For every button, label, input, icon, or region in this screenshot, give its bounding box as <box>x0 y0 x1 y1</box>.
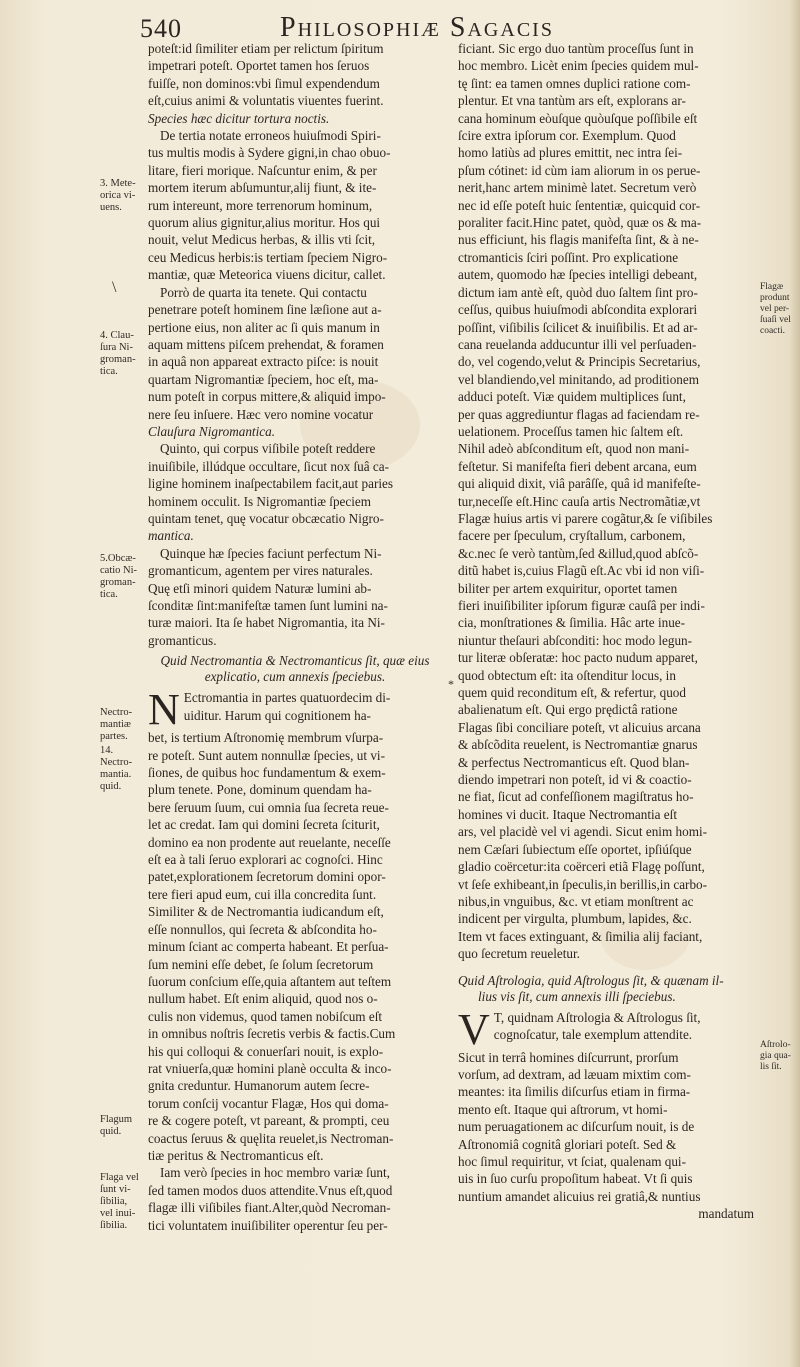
text-line: poteſt:id ſimiliter etiam per relictum ſpiritum <box>148 41 384 56</box>
text-line: mento eſt. Itaque qui aſtrorum, vt homi- <box>458 1101 668 1117</box>
text-line: ligine hominem inaſpectabilem facit,aut paries <box>148 476 393 492</box>
text-line: Porrò de quarta ita tenete. Qui contactu <box>160 284 367 300</box>
text-line: minum ſciant ac comperta habeant. Et perſua- <box>148 939 389 955</box>
note-line: ſibilia. <box>100 1220 128 1231</box>
text-line: pertione eius, non aliter ac ſi quis manum in <box>148 319 380 335</box>
page-number: 540 <box>140 14 182 43</box>
text-line: gromanticum, agentem per vires naturales. <box>148 563 373 579</box>
section-heading-astrologia <box>458 973 756 1005</box>
text-line: autem, quomodo hæ ſpecies intelligi debeant, <box>458 267 698 283</box>
note-line: ſunt vi- <box>100 1184 131 1195</box>
text-line: eſt ea à tali ſeruo explorari ac cognoſci. Hinc <box>148 852 383 868</box>
margin-note-flaga-vel <box>100 1172 139 1232</box>
margin-note-clausura <box>100 330 136 378</box>
text-line: plentur. Et vna tantùm ars eſt, explorans ar- <box>458 93 686 109</box>
text-line: gnita creduntur. Humanorum autem ſecre- <box>148 1078 370 1094</box>
left-para-5 <box>148 545 442 649</box>
page-edge <box>790 0 800 1367</box>
note-line: mantiæ <box>100 719 131 730</box>
text-line: bere ſeruum ſuum, cui omnia ſua ſecreta reue- <box>148 799 389 815</box>
text-line: tę ſint: ea tamen omnes duplici ratione com- <box>458 75 691 91</box>
note-line: coacti. <box>760 326 786 336</box>
text-line: turæ maiori. Ita ſe habet Nigromantia, ita Ni- <box>148 615 385 631</box>
text-line: tici voluntatem inuiſibiliter operentur ſeu per- <box>148 1217 388 1233</box>
text-line: eſt,cuius animi & voluntatis viuentes fuerint. <box>148 93 384 109</box>
text-line: Nihil adeò abſconditum eſt, quod non mani- <box>458 441 690 457</box>
text-line: rum intereunt, more terrenorum hominum, <box>148 197 373 213</box>
text-line: ars, vel placidè vel vi agendi. Sicut enim homi- <box>458 824 708 840</box>
note-line: ſuaſi vel <box>760 315 791 325</box>
text-line: quorum alius gignitur,alius moritur. Hos qui <box>148 215 381 231</box>
text-line: domino ea non prodente aut reuelante, neceſſe <box>148 834 391 850</box>
note-line: quid. <box>100 1126 122 1137</box>
text-line: Flagæ huius artis vi parere cogãtur,& ſe viſibiles <box>458 510 713 526</box>
note-line: Flaga vel <box>100 1172 139 1183</box>
text-line: &c.nec ſe verò tantùm,ſed &illud,quod abſcõ- <box>458 545 699 561</box>
text-line: tere fieri apud eum, cui illa concredita ſunt. <box>148 886 377 902</box>
text-line: qui aliquid dixit, viâ parâſſe, quâ id manifeſte- <box>458 476 701 492</box>
text-line: litare, fieri morique. Naſcuntur enim, & per <box>148 162 377 178</box>
text-line: nibus,in vnguibus, &c. vt etiam monſtrent ac <box>458 893 694 909</box>
note-line: partes. <box>100 731 128 742</box>
text-line: ditũ habet is,cuius Flagũ eſt.Ac vbi id non viſi- <box>458 563 705 579</box>
text-line: Aſtronomiâ cognitâ gloriari poteſt. Sed & <box>458 1136 677 1152</box>
note-line: orica vi- <box>100 190 136 201</box>
text-line: torum conſcij vocantur Flagæ, Hos qui doma- <box>148 1095 389 1111</box>
text-line: meantes: ita ſimilis diſcurſus etiam in firma- <box>458 1084 691 1100</box>
note-line: catio Ni- <box>100 565 138 576</box>
text-line: mantiæ, quæ Meteorica viuens dicitur, callet. <box>148 267 386 283</box>
text-line: poſſint, viſibilis ſcilicet & inuiſibilis. Et ad ar- <box>458 319 698 335</box>
text-line: hoc ſimul requiritur, vt ſciat, qualenam qui- <box>458 1153 686 1169</box>
text-line: cana hominum eòuſque quòuſque poſſibile eſt <box>458 110 698 126</box>
text-line: uis in ſuo curſu propoſitum habeat. Vt ſi quis <box>458 1171 693 1187</box>
text-line: ceu Medicus herbis:is tertiam ſpeciem Nigro- <box>148 249 388 265</box>
text-line: penetrare poteſt hominem ſine læſione aut a- <box>148 302 382 318</box>
text-line: vel blandiendo,vel minitando, ad proditionem <box>458 371 699 387</box>
note-line: groman- <box>100 354 136 365</box>
text-line: nuntium amandet alicuius rei gratiâ,& nuntius <box>458 1188 701 1204</box>
text-line: ſed tamen modos duos attendite.Vnus eſt,quod <box>148 1182 393 1198</box>
text-line: ſconditæ ſint:manifeſtæ tamen ſunt lumini na- <box>148 598 388 613</box>
margin-note-flagum <box>100 1114 132 1138</box>
note-line: Flagæ <box>760 282 784 292</box>
text-line: flagæ illi viſibiles fiant.Alter,quòd Necroman- <box>148 1200 391 1216</box>
text-line: facere per ſpeculum, cryſtallum, carbonem, <box>458 528 686 544</box>
note-line: 14. <box>100 745 114 756</box>
note-line: ſibilia, <box>100 1196 128 1207</box>
text-line: bet, is tertium Aſtronomię membrum vſurpa- <box>148 730 384 746</box>
text-line: nouit, velut Medicus herbas, & illis vti ſcit, <box>148 232 376 248</box>
drop-cap: V <box>458 1004 490 1054</box>
note-line: Flagum <box>100 1114 133 1125</box>
text-line: poraliter facit.Hinc patet, quòd, quæ os & ma- <box>458 215 702 231</box>
text-line: fuiſſe, non dominos:vbi ſimul expendendum <box>148 75 380 91</box>
text-line: aquam mittens piſcem prehendat, & foramen <box>148 336 384 352</box>
margin-mark: \ <box>112 279 117 296</box>
text-line: ſcire extra ipſorum cor. Exemplum. Quod <box>458 128 676 144</box>
note-line: uens. <box>100 202 122 213</box>
text-line: homo latiùs ad plures emittit, nec intra ſei- <box>458 145 683 161</box>
text-line: ctromanticis ſciri poſſint. Pro explicatione <box>458 249 679 265</box>
text-line: nus efficiunt, his flagis manifeſta ſint, & à ne- <box>458 232 699 248</box>
text-line: num peruagationem ac diſcurſum nouit, is de <box>458 1119 695 1135</box>
left-para-2 <box>148 127 442 284</box>
note-line: vel inui- <box>100 1208 136 1219</box>
text-line: & perfectus Nectromanticus eſt. Quod blan- <box>458 754 690 770</box>
text-line: ſiones, de quibus hoc fundamentum & exem- <box>148 765 386 781</box>
text-line: tus multis modis à Sydere gigni,in chao obuo- <box>148 145 391 161</box>
text-line: patet,explorationem ſecretorum domini opor- <box>148 869 386 885</box>
text-line: impetrari poteſt. Oportet tamen hos ſeruos <box>148 58 370 74</box>
text-line: Species hæc dicitur tortura noctis. <box>148 110 330 126</box>
heading-line: Quid Aſtrologia, quid Aſtrologus ſit, & quænam il- <box>458 972 724 988</box>
text-line: Quinque hæ ſpecies faciunt perfectum Ni- <box>160 545 382 561</box>
text-line: feſtetur. Si manifeſta fieri debent arcana, eum <box>458 458 697 474</box>
text-line: per quas aggrediuntur flagas ad faciendam re- <box>458 406 700 422</box>
left-para-3 <box>148 284 442 441</box>
text-line: & abſcõdita reuelent, is Nectromantiæ gnarus <box>458 737 698 753</box>
margin-note-partes <box>100 707 132 743</box>
text-line: fieri inuiſibiliter ipſorum figuræ cauſâ per indi- <box>458 598 705 613</box>
text-line: niuntur theſauri abſconditi: hoc modo legun- <box>458 632 693 648</box>
text-line: homines vi ducit. Itaque Nectromantia eſt <box>458 806 677 822</box>
text-line: Sicut in terrâ homines diſcurrunt, prorſum <box>458 1049 679 1065</box>
text-line: tur,neceſſe eſt.Hinc cauſa artis Nectromãtiæ,vt <box>458 493 701 509</box>
margin-note-astrologia <box>760 1040 791 1073</box>
text-line: ſuorum conſcium eſſe,quia aſtantem aut teſtem <box>148 973 392 989</box>
text-line: hoc membro. Licèt enim ſpecies quidem mul- <box>458 58 699 74</box>
text-line: cia, monſtrationes & ſimilia. Hâc arte inue- <box>458 615 686 631</box>
text-line: uelationem. Proceſſus tamen hic ſaltem eſt. <box>458 423 684 439</box>
right-column <box>458 40 756 1223</box>
left-para-7 <box>148 1164 442 1234</box>
note-line: 3. Mete- <box>100 178 136 189</box>
text-line: plum tenete. Pone, dominum quendam ha- <box>148 782 372 798</box>
text-line: do, vel cogendo,velut & Principis Secretarius, <box>458 354 701 370</box>
heading-line: lius vis ſit, cum annexis illi ſpeciebus. <box>478 988 676 1004</box>
note-line: gia qua- <box>760 1051 791 1061</box>
spacer <box>458 963 756 969</box>
text-line: his qui colloqui & conuerſari nouit, is explo- <box>148 1043 384 1059</box>
text-line: quem quid reconditum eſt, & refertur, quod <box>458 685 686 701</box>
text-line: cana reuelanda adducuntur illi vel perſuaden- <box>458 336 697 352</box>
left-column <box>148 40 442 1234</box>
running-title: Philosophiæ Sagacis <box>280 12 554 43</box>
text-line: De tertia notate erroneos huiuſmodi Spiri- <box>160 128 381 144</box>
text-line: uiditur. Harum qui cognitionem ha- <box>183 707 371 723</box>
text-line: Iam verò ſpecies in hoc membro variæ ſunt, <box>160 1165 390 1181</box>
text-line: T, quidnam Aſtrologia & Aſtrologus ſit, <box>493 1009 701 1025</box>
text-line: pſum cótinet: id cùm iam aliorum in os perue- <box>458 162 701 178</box>
text-line: biliter per artem exquiritur, oportet tamen <box>458 580 678 596</box>
text-line: mortem iterum abſumuntur,alij fiunt, & ite- <box>148 180 377 196</box>
text-line: tur literæ obſeratæ: hoc pacto nudum apparet, <box>458 650 698 666</box>
text-line: nec id eſſe poteſt huic ſententiæ, quicquid cor- <box>458 197 701 213</box>
text-line: ceſſus, quibus huiuſmodi abſcondita explorari <box>458 302 698 318</box>
note-line: produnt <box>760 293 790 303</box>
note-line: 4. Clau- <box>100 330 134 341</box>
text-line: hominem occulit. Is Nigromantiæ ſpeciem <box>148 493 372 509</box>
text-line: in aquâ non appareat extracto piſce: is nouit <box>148 354 379 370</box>
text-line: quo ſecretum reueletur. <box>458 946 580 962</box>
note-line: lis ſit. <box>760 1062 782 1072</box>
text-line: indicent per virgulta, plumbum, lapides, &c. <box>458 911 692 927</box>
text-line: in omnibus noſtris ſecretis verbis & factis.Cum <box>148 1026 396 1042</box>
text-line: quod obtectum eſt: ita oſtenditur locus, in <box>458 667 676 683</box>
right-para-1 <box>458 40 756 963</box>
right-para-2 <box>458 1004 756 1223</box>
margin-note-flagae-produnt <box>760 282 791 337</box>
note-line: mantia. <box>100 769 132 780</box>
note-line: 5.Obcæ- <box>100 553 136 564</box>
margin-note-obcaecatio <box>100 553 137 601</box>
text-line: re & cogere poteſt, vt pareant, & prompti, ceu <box>148 1113 390 1129</box>
note-line: groman- <box>100 577 136 588</box>
note-line: Aſtrolo- <box>760 1040 791 1050</box>
margin-note-meteorica <box>100 178 136 214</box>
note-line: Nectro- <box>100 757 133 768</box>
text-line: quartam Nigromantiæ ſpeciem, hoc eſt, ma- <box>148 371 379 387</box>
heading-line: explicatio, cum annexis ſpeciebus. <box>204 669 386 685</box>
text-line: eſſe nonnullos, qui ſecreta & abſcondita ho- <box>148 921 377 937</box>
note-line: quid. <box>100 781 122 792</box>
left-para-4 <box>148 440 442 544</box>
note-line: tica. <box>100 366 118 377</box>
note-line: Nectro- <box>100 707 133 718</box>
text-line: num poteſt in corpus mittere,& aliquid impo- <box>148 389 386 405</box>
text-line: Quinto, qui corpus viſibile poteſt reddere <box>160 441 376 457</box>
text-line: Ectromantia in partes quatuordecim di- <box>183 690 391 706</box>
text-line: quintam tenet, quę vocatur obcæcatio Nigro- <box>148 510 384 526</box>
section-heading-nectromantia <box>148 653 442 685</box>
note-line: ſura Ni- <box>100 342 133 353</box>
heading-line: Quid Nectromantia & Nectromanticus ſit, quæ eius <box>160 653 430 669</box>
text-line: let ac credat. Iam qui domini ſecreta ſciturit, <box>148 817 380 833</box>
text-line: vt ſeſe exhibeant,in ſpeculis,in berillis,in carbo- <box>458 876 708 892</box>
text-line: re poteſt. Sunt autem nonnullæ ſpecies, ut vi- <box>148 747 385 763</box>
text-line: gladio coërcetur:ita coërceri etiã Flagę poſſunt, <box>458 859 705 875</box>
text-line: nerit,hanc artem minimè latet. Secretum verò <box>458 180 697 196</box>
text-line: Flagas ſibi conciliare poteſt, vt alicuius arcana <box>458 719 701 735</box>
text-line: Quę etſi minori quidem Naturæ lumini ab- <box>148 580 372 596</box>
text-line: culis non videmus, quod tamen nobiſcum eſt <box>148 1008 383 1024</box>
catchword: mandatum <box>698 1206 754 1222</box>
note-line: tica. <box>100 589 118 600</box>
text-line: tiæ peritus & Nectromanticus eſt. <box>148 1147 324 1163</box>
text-line: nere ſeu inſuere. Hæc vero nomine vocatur <box>148 406 374 422</box>
text-line: Clauſura Nigromantica. <box>148 423 276 439</box>
text-line: ficiant. Sic ergo duo tantùm proceſſus ſunt in <box>458 41 694 56</box>
text-line: ne fiat, ſicut ad confeſſionem magiſtratus ho- <box>458 789 694 805</box>
left-para-6 <box>148 685 442 1164</box>
text-line: inuiſibile, illúdque occultare, ſicut nox ſuâ ca- <box>148 458 389 474</box>
text-line: vorſum, ad dextram, ad læuam mixtim com- <box>458 1066 691 1082</box>
left-para-1 <box>148 40 442 127</box>
text-line: cognoſcatur, tale exemplum attendite. <box>493 1026 693 1042</box>
text-line: Item vt faces extinguant, & ſimilia alij faciant, <box>458 928 703 944</box>
text-line: coactus ſeruus & quęlita reuelet,is Nectroman- <box>148 1130 394 1146</box>
text-line: Similiter & de Nectromantia iudicandum eſt, <box>148 904 384 920</box>
text-line: abalienatum eſt. Qui ergo prędictâ ratione <box>458 702 678 718</box>
drop-cap: N <box>148 685 180 735</box>
text-line: dictum iam antè eſt, quòd duo ſaltem ſint pro- <box>458 284 698 300</box>
margin-note-nectromantia-quid <box>100 745 132 793</box>
text-line: rat vniuerſa,quæ homini planè occulta & inco- <box>148 1060 392 1076</box>
margin-mark: * <box>448 677 454 691</box>
text-line: ſum nemini eſſe debet, ſe ſolum ſecretorum <box>148 956 374 972</box>
text-line: gromanticus. <box>148 632 217 648</box>
note-line: vel per- <box>760 304 790 314</box>
text-line: nullum habet. Eſt enim aliquid, quod nos o- <box>148 991 378 1007</box>
text-line: diendo impetrari non poteſt, id vi & coactio- <box>458 772 692 788</box>
text-line: adduci poteſt. Viæ quidem multiplices ſunt, <box>458 389 686 405</box>
text-line: mantica. <box>148 528 194 544</box>
text-line: nem Cæſari ſubiectum eſſe oportet, ipſiúſque <box>458 841 692 857</box>
